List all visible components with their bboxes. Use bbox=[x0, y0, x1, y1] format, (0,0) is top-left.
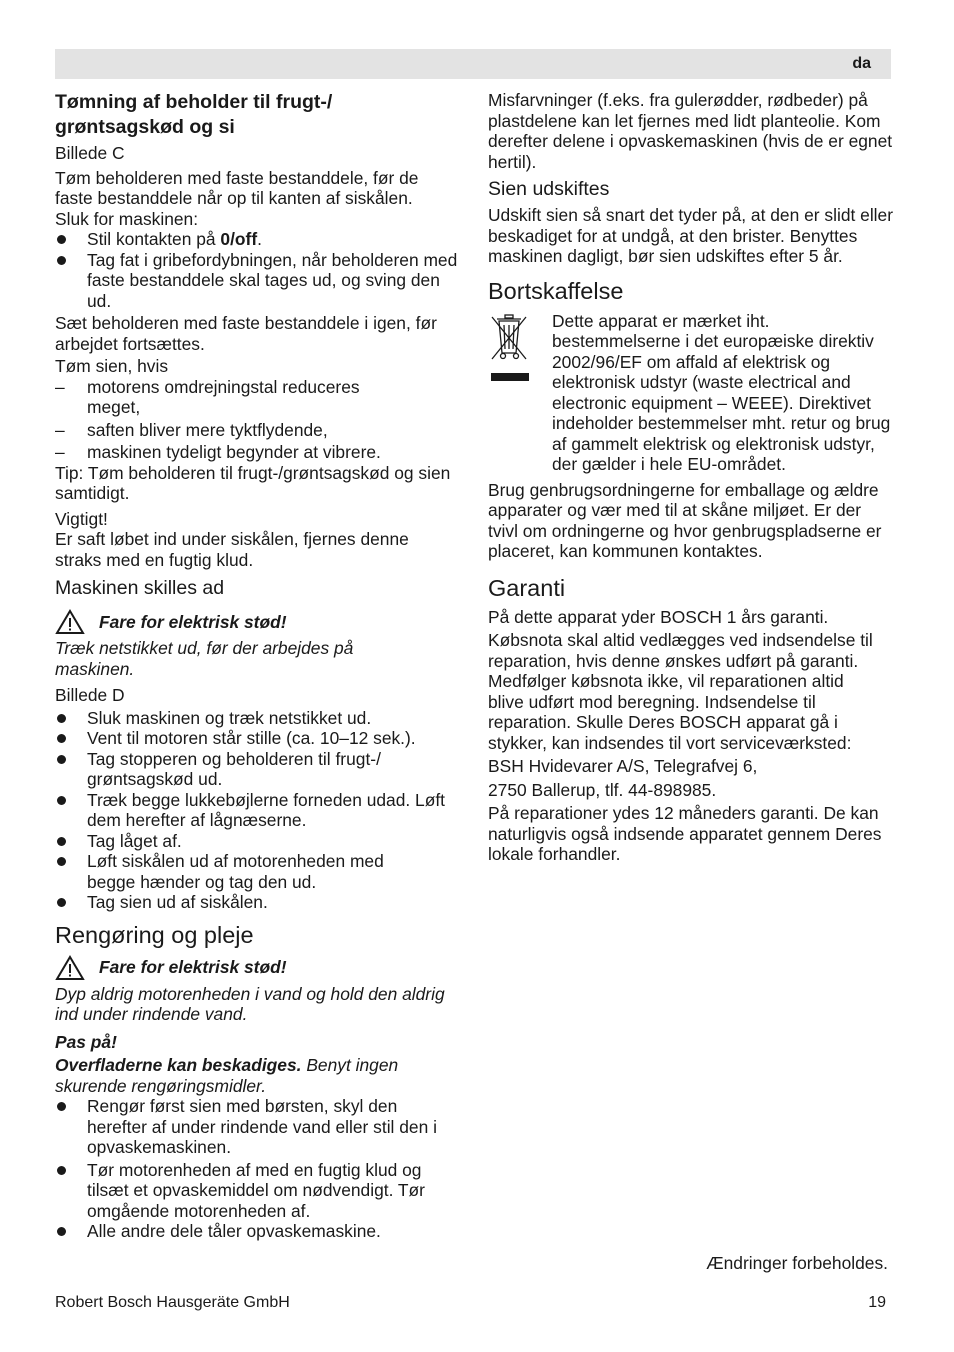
disposal-block bbox=[488, 311, 893, 475]
list-item: Vent til motoren står stille (ca. 10–12 sek.). bbox=[55, 728, 460, 749]
list-item: – maskinen tydeligt begynder at vibrere. bbox=[55, 442, 460, 463]
important-text: Er saft løbet ind under siskålen, fjernes denne straks med en fugtig klud. bbox=[55, 529, 409, 570]
list-item: – saften bliver mere tyktflydende, bbox=[55, 420, 460, 441]
list-item: Tag låget af. bbox=[55, 831, 460, 852]
warning-electric-shock bbox=[55, 609, 460, 635]
section-title-disposal: Bortskaffelse bbox=[488, 277, 624, 304]
warranty-text-1: På dette apparat yder BOSCH 1 års garanti. bbox=[488, 606, 829, 627]
disposal-text-2: Brug genbrugsordningerne for emballage og ældre apparater og vær med til at skåne miljøet. Er der tvivl om ordningerne og hvor genbrugspladserne er placeret, kan kommunen kontaktes. bbox=[488, 479, 882, 561]
list-item: Tag stopperen og beholderen til frugt-/ grøntsagskød ud. bbox=[55, 749, 427, 790]
warranty-address-2: 2750 Ballerup, tlf. 44-898985. bbox=[488, 779, 717, 800]
footer-company: Robert Bosch Hausgeräte GmbH bbox=[55, 1294, 290, 1311]
cleaning-bullets bbox=[55, 1096, 460, 1242]
figure-ref-d: Billede D bbox=[55, 685, 125, 705]
emptying-intro: Tøm beholderen med faste bestanddele, før de faste bestanddele når op til kanten af siskålen. Sluk for maskinen: bbox=[55, 167, 419, 229]
weee-bin-icon bbox=[488, 311, 534, 475]
warranty-text-3: På reparationer ydes 12 måneders garanti. De kan naturligvis også indsende apparatet gennem Deres lokale forhandler. bbox=[488, 803, 882, 864]
caution-label: Pas på! bbox=[55, 1031, 117, 1052]
warning-title: Fare for elektrisk stød! bbox=[99, 957, 287, 977]
warning-triangle-icon bbox=[55, 609, 85, 635]
list-item: Tag sien ud af siskålen. bbox=[55, 892, 460, 913]
section-title-sieve: Sien udskiftes bbox=[488, 178, 610, 200]
warranty-text-2: Købsnota skal altid vedlægges ved indsendelse til reparation, hvis denne ønskes udført på garanti. Medfølger købsnota ikke, vil reparationen altid blive udført mod beregning. Indsendelse til reparation. Skulle Deres BOSCH apparat gå i stykker, kan indsendes til vort serviceværksted: bbox=[488, 630, 873, 753]
warning-text: Træk netstikket ud, før der arbejdes på maskinen. bbox=[55, 638, 354, 679]
section-title-cleaning: Rengøring og pleje bbox=[55, 921, 254, 948]
sieve-text: Udskift sien så snart det tyder på, at den er slidt eller beskadiget for at undgå, at den brister. Benyttes maskinen dagligt, bør sien udskiftes efter 5 år. bbox=[488, 205, 894, 266]
changes-reserved: Ændringer forbeholdes. bbox=[706, 1253, 888, 1273]
list-item: Tør motorenheden af med en fugtig klud og tilsæt et opvaskemiddel om nødvendigt. Tør omgående motorenheden af. bbox=[55, 1160, 460, 1222]
figure-ref-c: Billede C bbox=[55, 143, 125, 163]
footer-page-number: 19 bbox=[868, 1294, 886, 1311]
disposal-text: Dette apparat er mærket iht. bestemmelserne i det europæiske direktiv 2002/96/EF om affald af elektrisk og elektronisk udstyr (waste electrical and electronic equipment – WEEE). Direktivet indeholder bestemmelser mht. retur og brug af gammelt elektrisk og elektronisk udstyr, der gælder i hele EU-området. bbox=[552, 310, 891, 474]
list-item: Alle andre dele tåler opvaskemaskine. bbox=[55, 1221, 460, 1242]
warning-text: Dyp aldrig motorenheden i vand og hold den aldrig ind under rindende vand. bbox=[55, 983, 445, 1024]
list-item: Stil kontakten på 0/off. bbox=[55, 229, 460, 250]
list-item: Sluk maskinen og træk netstikket ud. bbox=[55, 708, 460, 729]
section-title-disassemble: Maskinen skilles ad bbox=[55, 577, 225, 599]
section-title-warranty: Garanti bbox=[488, 574, 566, 601]
language-code: da bbox=[852, 55, 871, 72]
list-item: Løft siskålen ud af motorenheden med begge hænder og tag den ud. bbox=[55, 851, 427, 892]
header-bar bbox=[55, 49, 891, 79]
list-item: – motorens omdrejningstal reduceres meget, bbox=[55, 377, 417, 418]
important-label: Vigtigt! bbox=[55, 508, 108, 529]
warning-triangle-icon bbox=[55, 955, 85, 981]
emptying-dash-list bbox=[55, 377, 460, 463]
section-title-emptying: Tømning af beholder til frugt-/ grøntsagskød og si bbox=[55, 91, 333, 138]
warranty-address-1: BSH Hvidevarer A/S, Telegrafvej 6, bbox=[488, 756, 758, 776]
right-column bbox=[488, 90, 893, 865]
caution-text: Overfladerne kan beskadiges. Benyt ingen skurende rengøringsmidler. bbox=[55, 1055, 399, 1096]
emptying-bullets bbox=[55, 229, 460, 311]
emptying-tip: Tip: Tøm beholderen til frugt-/grøntsagskød og sien samtidigt. bbox=[55, 462, 451, 503]
emptying-paragraph-2: Sæt beholderen med faste bestanddele i igen, før arbejdet fortsættes. bbox=[55, 313, 437, 354]
warning-electric-shock bbox=[55, 955, 460, 981]
list-item: Træk begge lukkebøjlerne forneden udad. Løft dem herefter af lågnæserne. bbox=[55, 790, 460, 831]
warning-title: Fare for elektrisk stød! bbox=[99, 611, 287, 632]
list-item: Rengør først sien med børsten, skyl den herefter af under rindende vand eller stil den i opvaskemaskinen. bbox=[55, 1096, 460, 1158]
discoloration-text: Misfarvninger (f.eks. fra gulerødder, rødbeder) på plastdelene kan let fjernes med lidt planteolie. Kom derefter delene i opvaskemaskinen (hvis de er egnet hertil). bbox=[488, 90, 893, 172]
emptying-paragraph-3: Tøm sien, hvis bbox=[55, 356, 169, 376]
disassemble-bullets bbox=[55, 708, 460, 913]
list-item: Tag fat i gribefordybningen, når beholderen med faste bestanddele skal tages ud, og sving den ud. bbox=[55, 250, 460, 312]
left-column bbox=[55, 90, 460, 1242]
